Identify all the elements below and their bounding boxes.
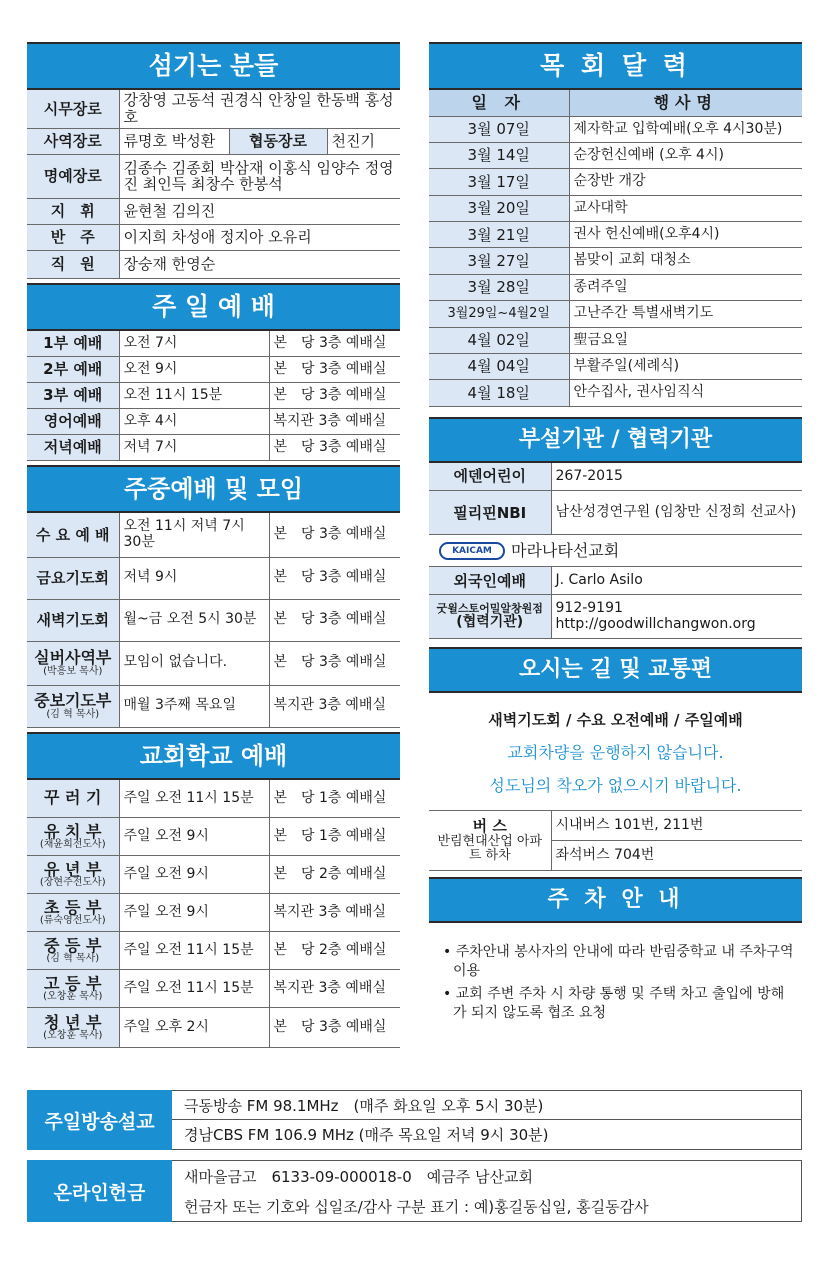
row-label-sub: (류숙영전도사) bbox=[39, 915, 106, 927]
row-label-main: 실버사역부 bbox=[34, 648, 112, 668]
school-table bbox=[27, 780, 400, 1049]
table-row bbox=[27, 599, 400, 641]
row-time: 주일 오전 11시 15분 bbox=[119, 780, 269, 818]
row-place: 본 당 1층 예배실 bbox=[269, 818, 400, 856]
table-row bbox=[27, 224, 400, 250]
table-row bbox=[429, 222, 802, 248]
row-place: 복지관 3층 예배실 bbox=[269, 685, 400, 727]
row-label bbox=[27, 970, 119, 1008]
row-time: 주일 오전 9시 bbox=[119, 856, 269, 894]
row-time: 주일 오전 9시 bbox=[119, 818, 269, 856]
directions-title: 오시는 길 및 교통편 bbox=[519, 657, 712, 683]
row-event: 제자학교 입학예배(오후 4시30분) bbox=[569, 116, 802, 142]
table-row bbox=[429, 301, 802, 327]
table-row bbox=[27, 250, 400, 278]
row-label-sub: (오창훈 목사) bbox=[43, 991, 103, 1003]
parking-header bbox=[429, 877, 802, 923]
row-label: 2부 예배 bbox=[27, 357, 119, 383]
table-row bbox=[429, 248, 802, 274]
bus-label-sub: 반림현대산업 아파트 하차 bbox=[437, 833, 543, 864]
row-value: 장숭재 한영순 bbox=[119, 250, 400, 278]
sunday-header bbox=[27, 283, 400, 331]
row-label-sub: (김 혁 목사) bbox=[46, 953, 100, 965]
row-time: 월~금 오전 5시 30분 bbox=[119, 599, 269, 641]
table-row bbox=[27, 641, 400, 685]
row-label bbox=[27, 932, 119, 970]
row-date: 4월 18일 bbox=[429, 380, 569, 406]
calendar-header bbox=[429, 42, 802, 90]
row-place: 복지관 3층 예배실 bbox=[269, 409, 400, 435]
partners-table bbox=[429, 463, 802, 640]
table-row bbox=[27, 128, 400, 154]
row-label: 사역장로 bbox=[27, 128, 119, 154]
row-label: 지 휘 bbox=[27, 198, 119, 224]
row-time: 주일 오전 9시 bbox=[119, 894, 269, 932]
row-event: 부활주일(세례식) bbox=[569, 354, 802, 380]
row-label: 수 요 예 배 bbox=[27, 513, 119, 557]
table-row bbox=[27, 894, 400, 932]
row-value: 류명호 박성환 bbox=[119, 128, 229, 154]
parking-item-text: 교회 주변 주차 시 차량 통행 및 주택 차고 출입에 방해가 되지 않도록 협조 요청 bbox=[453, 986, 785, 1021]
row-date: 3월 07일 bbox=[429, 116, 569, 142]
row-event: 교사대학 bbox=[569, 195, 802, 221]
row-label bbox=[27, 894, 119, 932]
parking-item-text: 주차안내 봉사자의 안내에 따라 반림중학교 내 주차구역 이용 bbox=[453, 944, 794, 980]
row-label bbox=[27, 818, 119, 856]
parking-item: • 교회 주변 주차 시 차량 통행 및 주택 차고 출입에 방해가 되지 않도록 협조 요청 bbox=[443, 986, 785, 1021]
row-label: 명예장로 bbox=[27, 154, 119, 198]
row-label: 에덴어린이 bbox=[429, 463, 551, 491]
table-row bbox=[27, 198, 400, 224]
row-mission bbox=[429, 535, 802, 567]
row-label bbox=[27, 1008, 119, 1048]
row-date: 3월 17일 bbox=[429, 169, 569, 195]
table-row bbox=[429, 491, 802, 535]
row-value: 강창영 고동석 권경식 안창일 한동백 홍성호 bbox=[119, 90, 400, 128]
row-place: 복지관 3층 예배실 bbox=[269, 970, 400, 1008]
row-label: 외국인예배 bbox=[429, 567, 551, 595]
row-time: 오전 9시 bbox=[119, 357, 269, 383]
row-label-main: 고 등 부 bbox=[43, 973, 102, 993]
row-time: 오후 4시 bbox=[119, 409, 269, 435]
school-header bbox=[27, 732, 400, 780]
table-row bbox=[27, 818, 400, 856]
mission-name: 마라나타선교회 bbox=[511, 540, 620, 560]
offering-block bbox=[27, 1160, 802, 1222]
row-label: 새벽기도회 bbox=[27, 599, 119, 641]
row-event: 聖금요일 bbox=[569, 327, 802, 353]
table-row bbox=[429, 274, 802, 300]
col-header-date: 일 자 bbox=[429, 90, 569, 116]
row-label bbox=[27, 856, 119, 894]
row-place: 본 당 1층 예배실 bbox=[269, 780, 400, 818]
row-time: 오전 7시 bbox=[119, 331, 269, 357]
sunday-table bbox=[27, 331, 400, 462]
bus-table bbox=[429, 810, 802, 871]
row-event: 고난주간 특별새벽기도 bbox=[569, 301, 802, 327]
directions-header bbox=[429, 647, 802, 693]
bus-label bbox=[429, 811, 551, 871]
row-value: 김종수 김종회 박삼재 이홍식 임양수 정영진 최인득 최창수 한봉석 bbox=[119, 154, 400, 198]
row-label: 저녁예배 bbox=[27, 435, 119, 461]
partners-title: 부설기관 / 협력기관 bbox=[518, 426, 713, 452]
left-column bbox=[27, 42, 400, 1048]
row-label: 영어예배 bbox=[27, 409, 119, 435]
row-place: 본 당 2층 예배실 bbox=[269, 932, 400, 970]
row-time: 저녁 7시 bbox=[119, 435, 269, 461]
row-place: 본 당 3층 예배실 bbox=[269, 1008, 400, 1048]
row-time: 오전 11시 15분 bbox=[119, 383, 269, 409]
row-date: 4월 04일 bbox=[429, 354, 569, 380]
row-date: 3월 28일 bbox=[429, 274, 569, 300]
row-label: 필리핀NBI bbox=[429, 491, 551, 535]
notice-line-2: 교회차량을 운행하지 않습니다. bbox=[507, 743, 724, 763]
midweek-header bbox=[27, 465, 400, 513]
row-place: 본 당 3층 예배실 bbox=[269, 331, 400, 357]
row-label-2: 협동장로 bbox=[229, 128, 327, 154]
row-label-main: 꾸 러 기 bbox=[43, 788, 102, 808]
row-place: 본 당 3층 예배실 bbox=[269, 513, 400, 557]
right-column bbox=[429, 42, 802, 1027]
row-label bbox=[27, 780, 119, 818]
table-row bbox=[27, 357, 400, 383]
broadcast-rows bbox=[172, 1090, 802, 1150]
row-value bbox=[551, 595, 802, 639]
table-row bbox=[27, 154, 400, 198]
row-time: 오전 11시 저녁 7시 30분 bbox=[119, 513, 269, 557]
row-label-main: 초 등 부 bbox=[43, 897, 102, 917]
table-row bbox=[27, 435, 400, 461]
sunday-title: 주 일 예 배 bbox=[152, 291, 275, 321]
table-row bbox=[429, 327, 802, 353]
row-value: 267-2015 bbox=[551, 463, 802, 491]
row-label-sub: (김 혁 목사) bbox=[46, 708, 100, 720]
row-label bbox=[27, 641, 119, 685]
row-time: 매월 3주째 목요일 bbox=[119, 685, 269, 727]
col-header-event: 행사명 bbox=[569, 90, 802, 116]
broadcast-label: 주일방송설교 bbox=[27, 1090, 172, 1150]
row-date: 4월 02일 bbox=[429, 327, 569, 353]
offering-label: 온라인헌금 bbox=[27, 1160, 172, 1222]
row-label: 3부 예배 bbox=[27, 383, 119, 409]
table-row bbox=[27, 856, 400, 894]
row-value-2: 천진기 bbox=[327, 128, 400, 154]
table-row bbox=[429, 463, 802, 491]
row-label: 직 원 bbox=[27, 250, 119, 278]
table-row bbox=[429, 595, 802, 639]
row-value: 이지희 차성애 정지아 오유리 bbox=[119, 224, 400, 250]
partners-header bbox=[429, 417, 802, 463]
offering-rows bbox=[172, 1160, 802, 1222]
row-date: 3월 21일 bbox=[429, 222, 569, 248]
table-row bbox=[429, 142, 802, 168]
row-place: 본 당 3층 예배실 bbox=[269, 357, 400, 383]
school-title: 교회학교 예배 bbox=[139, 741, 288, 770]
bus-line-2: 좌석버스 704번 bbox=[551, 841, 802, 871]
table-row bbox=[27, 331, 400, 357]
row-label-main: 굿윌스토어밀알창원점 bbox=[436, 602, 543, 616]
parking-title: 주 차 안 내 bbox=[547, 887, 684, 913]
row-value: 윤현철 김의진 bbox=[119, 198, 400, 224]
parking-item: • 주차안내 봉사자의 안내에 따라 반림중학교 내 주차구역 이용 bbox=[443, 944, 794, 980]
table-row bbox=[27, 932, 400, 970]
serve-header bbox=[27, 42, 400, 90]
row-label: 반 주 bbox=[27, 224, 119, 250]
table-row bbox=[429, 116, 802, 142]
table-row bbox=[429, 354, 802, 380]
directions-notice bbox=[429, 693, 802, 796]
row-time: 주일 오전 11시 15분 bbox=[119, 932, 269, 970]
table-row bbox=[429, 535, 802, 567]
phone: 912-9191 bbox=[555, 600, 623, 617]
offering-row: 헌금자 또는 기호와 십일조/감사 구분 표기 : 예)홍길동십일, 홍길동감사 bbox=[184, 1197, 649, 1216]
row-label-main: 청 년 부 bbox=[43, 1012, 102, 1032]
table-row bbox=[429, 195, 802, 221]
row-event: 안수집사, 권사임직식 bbox=[569, 380, 802, 406]
table-row bbox=[429, 169, 802, 195]
serve-table bbox=[27, 90, 400, 279]
bus-line-1: 시내버스 101번, 211번 bbox=[551, 811, 802, 841]
row-label-main: 중 등 부 bbox=[43, 935, 102, 955]
table-row bbox=[27, 557, 400, 599]
bus-label-main: 버 스 bbox=[472, 817, 507, 836]
row-event: 순장헌신예배 (오후 4시) bbox=[569, 142, 802, 168]
row-time: 주일 오전 11시 15분 bbox=[119, 970, 269, 1008]
row-event: 권사 헌신예배(오후4시) bbox=[569, 222, 802, 248]
row-time: 주일 오후 2시 bbox=[119, 1008, 269, 1048]
notice-line-1: 새벽기도회 / 수요 오전예배 / 주일예배 bbox=[488, 711, 743, 730]
row-label bbox=[429, 595, 551, 639]
row-place: 복지관 3층 예배실 bbox=[269, 894, 400, 932]
table-row bbox=[27, 383, 400, 409]
table-row bbox=[429, 380, 802, 406]
row-label: 1부 예배 bbox=[27, 331, 119, 357]
midweek-table bbox=[27, 513, 400, 728]
row-place: 본 당 3층 예배실 bbox=[269, 641, 400, 685]
table-row bbox=[27, 90, 400, 128]
table-row bbox=[27, 409, 400, 435]
row-place: 본 당 3층 예배실 bbox=[269, 435, 400, 461]
calendar-table bbox=[429, 90, 802, 407]
row-date: 3월29일~4월2일 bbox=[429, 301, 569, 327]
table-row bbox=[27, 513, 400, 557]
notice-line-3: 성도님의 착오가 없으시기 바랍니다. bbox=[489, 776, 742, 796]
calendar-title: 목 회 달 력 bbox=[540, 51, 691, 80]
row-place: 본 당 3층 예배실 bbox=[269, 557, 400, 599]
row-label-sub: (오창훈 목사) bbox=[43, 1030, 103, 1042]
row-value: J. Carlo Asilo bbox=[551, 567, 802, 595]
row-time: 모임이 없습니다. bbox=[119, 641, 269, 685]
kaicam-logo: KAICAM bbox=[439, 542, 505, 560]
row-label-sub: (장현주전도사) bbox=[39, 877, 106, 889]
row-event: 순장반 개강 bbox=[569, 169, 802, 195]
table-row bbox=[27, 685, 400, 727]
row-date: 3월 27일 bbox=[429, 248, 569, 274]
row-label: 시무장로 bbox=[27, 90, 119, 128]
table-row bbox=[27, 1008, 400, 1048]
serve-title: 섬기는 분들 bbox=[148, 51, 279, 80]
row-time: 저녁 9시 bbox=[119, 557, 269, 599]
table-row bbox=[27, 780, 400, 818]
row-label-sub: (협력기관) bbox=[456, 614, 524, 631]
offering-row: 새마을금고 6133-09-000018-0 예금주 남산교회 bbox=[184, 1167, 533, 1186]
row-label-main: 유 치 부 bbox=[43, 821, 102, 841]
row-label-main: 중보기도부 bbox=[34, 691, 112, 711]
website-link[interactable]: http://goodwillchangwon.org bbox=[555, 615, 756, 632]
row-label-sub: (박흥보 목사) bbox=[43, 665, 103, 677]
row-event: 종려주일 bbox=[569, 274, 802, 300]
broadcast-block bbox=[27, 1090, 802, 1150]
row-place: 본 당 3층 예배실 bbox=[269, 599, 400, 641]
table-row bbox=[429, 811, 802, 841]
parking-list bbox=[429, 923, 802, 1023]
row-label-main: 유 년 부 bbox=[43, 859, 102, 879]
table-row bbox=[429, 567, 802, 595]
midweek-title: 주중예배 및 모임 bbox=[124, 475, 303, 503]
row-label bbox=[27, 685, 119, 727]
broadcast-row: 극동방송 FM 98.1MHz (매주 화요일 오후 5시 30분) bbox=[172, 1091, 801, 1120]
row-label: 금요기도회 bbox=[27, 557, 119, 599]
row-value: 남산성경연구원 (임창만 신정희 선교사) bbox=[551, 491, 802, 535]
row-label-sub: (채윤희전도사) bbox=[39, 839, 106, 851]
row-event: 봄맞이 교회 대청소 bbox=[569, 248, 802, 274]
table-header-row bbox=[429, 90, 802, 116]
row-date: 3월 20일 bbox=[429, 195, 569, 221]
row-place: 본 당 2층 예배실 bbox=[269, 856, 400, 894]
broadcast-row: 경남CBS FM 106.9 MHz (매주 목요일 저녁 9시 30분) bbox=[184, 1126, 549, 1144]
row-date: 3월 14일 bbox=[429, 142, 569, 168]
row-place: 본 당 3층 예배실 bbox=[269, 383, 400, 409]
table-row bbox=[27, 970, 400, 1008]
